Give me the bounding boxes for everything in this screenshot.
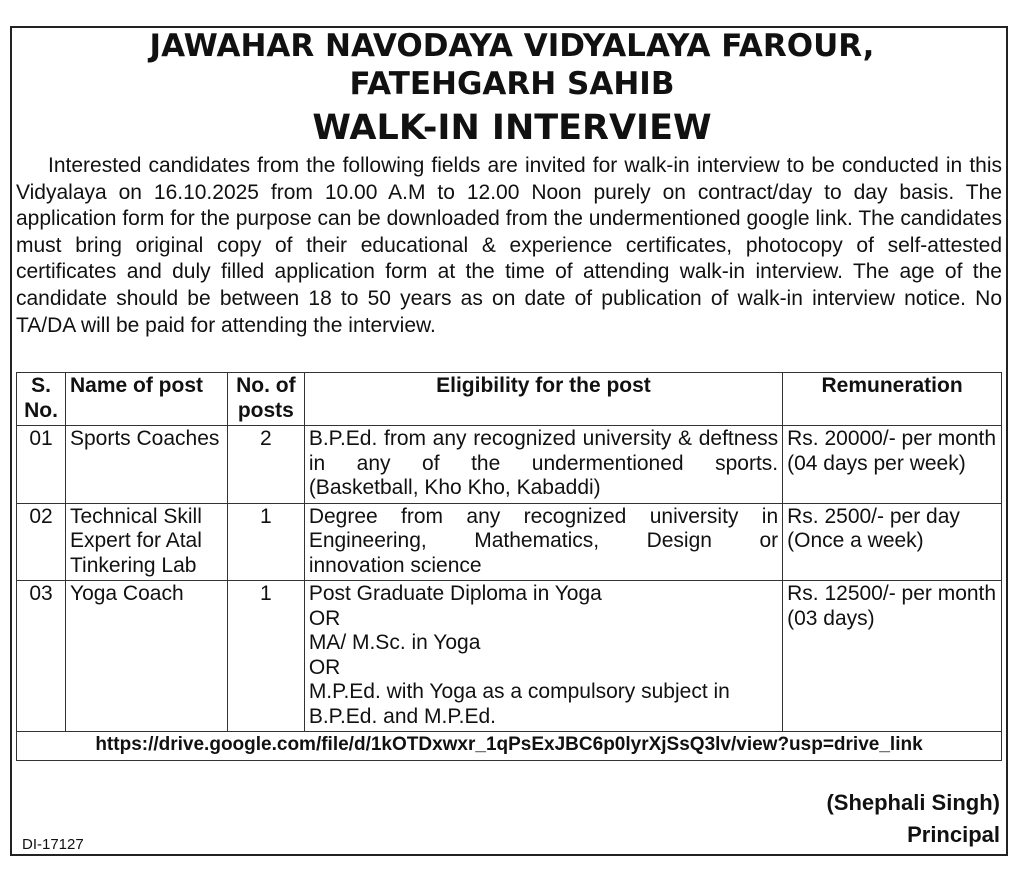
table-row xyxy=(17,581,1002,732)
row-sno: 01 xyxy=(17,426,66,504)
school-name-line1: JAWAHAR NAVODAYA VIDYALAYA FAROUR, xyxy=(149,28,875,64)
row-remuneration: Rs. 12500/- per month (03 days) xyxy=(783,581,1002,732)
row-eligibility xyxy=(304,426,782,504)
row-post: Sports Coaches xyxy=(65,426,227,504)
table-row xyxy=(17,426,1002,504)
row-post: Yoga Coach xyxy=(65,581,227,732)
row-num: 2 xyxy=(227,426,304,504)
header-remuneration: Remuneration xyxy=(783,373,1002,426)
link-row xyxy=(17,732,1002,761)
reference-code: DI-17127 xyxy=(22,836,84,853)
row-sno: 02 xyxy=(17,503,66,581)
table-header-row xyxy=(17,373,1002,426)
header-sno: S. No. xyxy=(17,373,66,426)
notice-heading: WALK-IN INTERVIEW xyxy=(312,108,712,148)
eligibility-text-last: (Basketball, Kho Kho, Kabaddi) xyxy=(308,476,601,499)
row-eligibility xyxy=(304,581,782,732)
intro-paragraph: Interested candidates from the following fields are invited for walk-in interview to be conducted in this Vidyalaya on 16.10.2025 from 10.00 A.M to 12.00 Noon purely on contract/day to day basis. The application form for the purpose can be downloaded from the undermentioned google link. The candidates must bring original copy of their educational & experience certificates, photocopy of self-attested certificates and duly filled application form at the time of attending walk-in interview. The age of the candidate should be between 18 to 50 years as on date of publication of walk-in interview notice. No TA/DA will be paid for attending the interview. xyxy=(16,154,1002,337)
eligibility-line: MA/ M.Sc. in Yoga xyxy=(308,631,481,654)
row-sno: 03 xyxy=(17,581,66,732)
header-num: No. of posts xyxy=(227,373,304,426)
row-num: 1 xyxy=(227,581,304,732)
eligibility-line: Post Graduate Diploma in Yoga xyxy=(308,582,602,605)
eligibility-line: M.P.Ed. with Yoga as a compulsory subject in xyxy=(308,680,730,703)
eligibility-line: B.P.Ed. and M.P.Ed. xyxy=(308,704,496,728)
header-post: Name of post xyxy=(65,373,227,426)
eligibility-line: OR xyxy=(308,606,341,630)
row-post: Technical Skill Expert for Atal Tinkering Lab xyxy=(65,503,227,581)
signatory-title: Principal xyxy=(907,822,1000,847)
school-name-line2: FATEHGARH SAHIB xyxy=(349,66,675,102)
eligibility-text-last: innovation science xyxy=(308,553,482,577)
signatory-name: (Shephali Singh) xyxy=(826,790,1000,815)
header-eligibility: Eligibility for the post xyxy=(304,373,782,426)
posts-table xyxy=(16,372,1002,761)
row-eligibility xyxy=(304,503,782,581)
table-row xyxy=(17,503,1002,581)
eligibility-text: Degree from any recognized university in Engineering, Mathematics, Design or xyxy=(308,504,779,552)
eligibility-line: OR xyxy=(308,655,341,679)
eligibility-text: B.P.Ed. from any recognized university & deftness in any of the undermentioned sports. xyxy=(308,427,779,475)
row-num: 1 xyxy=(227,503,304,581)
application-form-link[interactable]: https://drive.google.com/file/d/1kOTDxwxr_1qPsExJBC6p0lyrXjSsQ3lv/view?usp=drive_link xyxy=(17,732,1002,761)
row-remuneration: Rs. 20000/- per month (04 days per week) xyxy=(783,426,1002,504)
row-remuneration: Rs. 2500/- per day (Once a week) xyxy=(783,503,1002,581)
